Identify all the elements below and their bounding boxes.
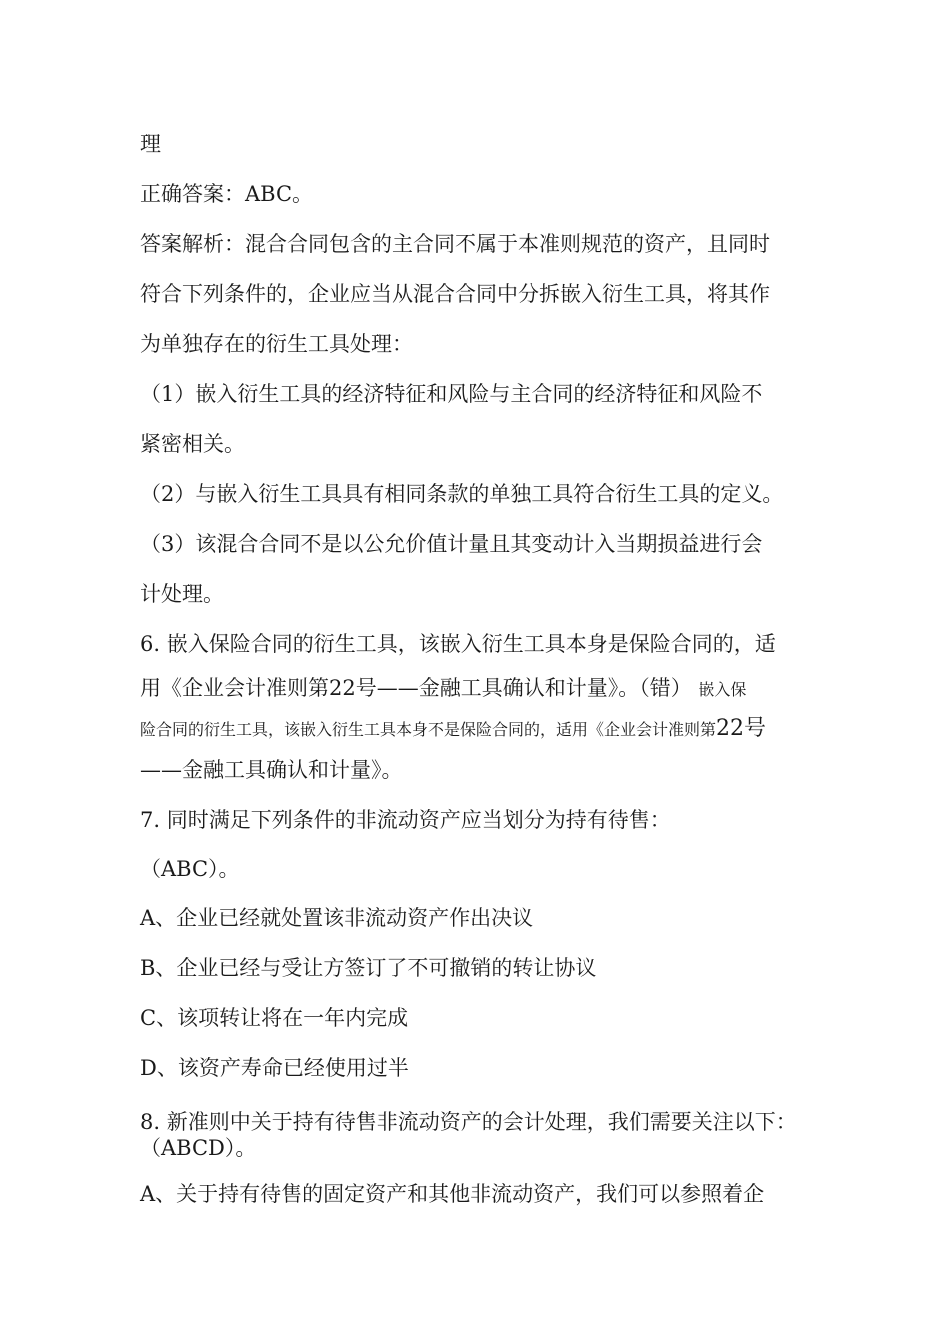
explanation-number: 22号 (716, 716, 767, 741)
text-line: ——金融工具确认和计量》。 (140, 758, 403, 782)
question-6-explanation-start: 嵌入保 (698, 680, 747, 699)
text-line: 紧密相关。 (140, 432, 245, 456)
question-8: 8. 新准则中关于持有待售非流动资产的会计处理，我们需要关注以下： (140, 1110, 797, 1134)
list-item: （1）嵌入衍生工具的经济特征和风险与主合同的经济特征和风险不 (140, 382, 763, 406)
text-line: 为单独存在的衍生工具处理： (140, 332, 413, 356)
question-6-explanation (140, 714, 766, 744)
option-c: C、该项转让将在一年内完成 (140, 1006, 409, 1030)
text-line: 理 (140, 132, 161, 156)
option-b: B、企业已经与受让方签订了不可撤销的转让协议 (140, 956, 597, 980)
question-8-answer: （ABCD）。 (140, 1136, 257, 1160)
option-a: A、企业已经就处置该非流动资产作出决议 (140, 906, 534, 930)
question-7: 7. 同时满足下列条件的非流动资产应当划分为持有待售： (140, 808, 671, 832)
text-line: 计处理。 (140, 582, 224, 606)
option-a: A、关于持有待售的固定资产和其他非流动资产，我们可以参照着企 (140, 1182, 765, 1206)
correct-answer-line: 正确答案：ABC。 (140, 182, 314, 206)
list-item: （3）该混合合同不是以公允价值计量且其变动计入当期损益进行会 (140, 532, 763, 556)
list-item: （2）与嵌入衍生工具具有相同条款的单独工具符合衍生工具的定义。 (140, 482, 784, 506)
question-6: 6. 嵌入保险合同的衍生工具，该嵌入衍生工具本身是保险合同的，适 (140, 632, 776, 656)
text-line: 符合下列条件的，企业应当从混合合同中分拆嵌入衍生工具，将其作 (140, 282, 770, 306)
explanation-text: 险合同的衍生工具，该嵌入衍生工具本身不是保险合同的，适用《企业会计准则第 (140, 720, 717, 739)
question-6-line (140, 674, 746, 704)
answer-analysis-line: 答案解析：混合合同包含的主合同不属于本准则规范的资产，且同时 (140, 232, 770, 256)
question-6-verdict: 用《企业会计准则第22号——金融工具确认和计量》。（错） (140, 676, 692, 700)
question-7-answer: （ABC）。 (140, 857, 240, 881)
option-d: D、该资产寿命已经使用过半 (140, 1056, 409, 1080)
